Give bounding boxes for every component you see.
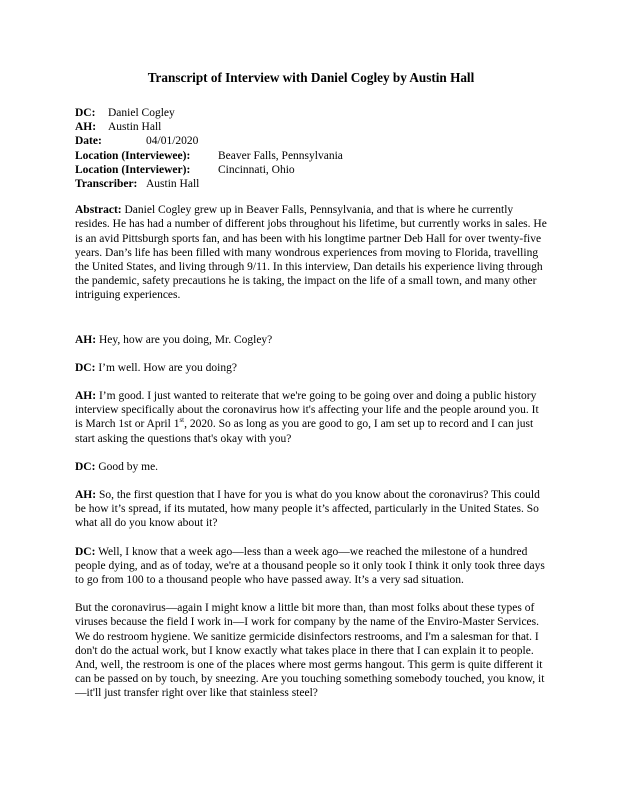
meta-value: Austin Hall bbox=[146, 177, 200, 190]
transcript-paragraph bbox=[75, 361, 547, 375]
ordinal-superscript: st bbox=[179, 416, 185, 425]
transcript-paragraph bbox=[75, 601, 547, 700]
meta-row-date bbox=[75, 134, 547, 148]
abstract-label: Abstract: bbox=[75, 204, 122, 217]
transcript-text: I’m well. How are you doing? bbox=[98, 361, 237, 374]
transcript-text: Well, I know that a week ago—less than a week ago—we reached the milestone of a hundred people dying, and as of today, we're at a thousand people so it only took I think it only took three days to go from 100 to a thousand people who have passed away. It’s a very sad situation. bbox=[75, 545, 545, 586]
transcript-paragraph bbox=[75, 333, 547, 347]
transcript-text: So, the first question that I have for you is what do you know about the coronavirus? This could be how it’s spread, if its mutated, how many people it’s affected, particularly in the United States. So what all do you know about it? bbox=[75, 488, 540, 530]
speaker-label: AH: bbox=[75, 488, 97, 501]
meta-label: Location (Interviewee): bbox=[75, 149, 191, 162]
transcript-paragraph bbox=[75, 460, 547, 474]
meta-value: 04/01/2020 bbox=[146, 135, 199, 148]
speaker-label: DC: bbox=[75, 361, 96, 374]
meta-row-location-interviewee bbox=[75, 149, 547, 163]
transcript-text: , 2020. So as long as you are good to go, I am set up to record and I can just start asking the questions that's okay with you? bbox=[75, 418, 534, 445]
speaker-label: AH: bbox=[75, 333, 97, 346]
speaker-label: DC: bbox=[75, 545, 96, 558]
abstract-text: Daniel Cogley grew up in Beaver Falls, Pennsylvania, and that is where he currently resides. He has had a number of different jobs throughout his lifetime, but currently works in sales. He is an avid Pittsburgh sports fan, and has been with his longtime partner Deb Hall for over twenty-five years. Dan’s life has been filled with many wondrous experiences from moving to Florida, travelling the United States, and living through 9/11. In this interview, Dan details his experience living through the pandemic, safety precautions he is taking, the impact on the life of a small town, and many other intriguing experiences. bbox=[75, 204, 547, 302]
metadata-block bbox=[75, 106, 547, 191]
transcript-paragraph bbox=[75, 389, 547, 446]
transcript-text: Hey, how are you doing, Mr. Cogley? bbox=[98, 333, 273, 346]
speaker-label: DC: bbox=[75, 460, 96, 473]
meta-value: Beaver Falls, Pennsylvania bbox=[218, 149, 343, 162]
meta-value: Austin Hall bbox=[108, 121, 162, 134]
meta-row-ah bbox=[75, 120, 547, 134]
meta-label: Location (Interviewer): bbox=[75, 163, 191, 176]
meta-row-dc bbox=[75, 106, 547, 120]
speaker-label: AH: bbox=[75, 389, 97, 402]
meta-label: Date: bbox=[75, 135, 102, 148]
meta-value: Daniel Cogley bbox=[108, 107, 175, 119]
meta-row-transcriber bbox=[75, 177, 547, 191]
meta-value: Cincinnati, Ohio bbox=[218, 163, 295, 176]
transcript-text: Good by me. bbox=[98, 460, 159, 473]
transcript-paragraph bbox=[75, 545, 547, 588]
transcript-text: But the coronavirus—again I might know a little bit more than, than most folks about these types of viruses because the field I work in—I work for company by the name of the Enviro-Master Services. We do restroom hygiene. We sanitize germicide disinfectors restrooms, and I'm a salesman for that. I don't do the actual work, but I know exactly what takes place in there that I can explain it to people. And, well, the restroom is one of the places where most germs hangout. This germ is quite different it can be passed on by touch, by sneezing. Are you touching something somebody touched, you know, it—it'll just transfer right over like that stainless steel? bbox=[75, 602, 545, 700]
abstract-paragraph bbox=[75, 203, 547, 302]
meta-label: DC: bbox=[75, 107, 96, 119]
transcript-paragraph bbox=[75, 488, 547, 531]
transcript-text: I’m good. I just wanted to reiterate that we're going to be going over and doing a public history interview specifically about the coronavirus how it's affecting your life and the people around you. It is March 1st or April 1 bbox=[75, 389, 539, 431]
meta-label: Transcriber: bbox=[75, 177, 138, 190]
document-title: Transcript of Interview with Daniel Cogley by Austin Hall bbox=[147, 70, 475, 85]
meta-row-location-interviewer bbox=[75, 163, 547, 177]
document-page bbox=[75, 70, 547, 715]
meta-label: AH: bbox=[75, 121, 97, 134]
